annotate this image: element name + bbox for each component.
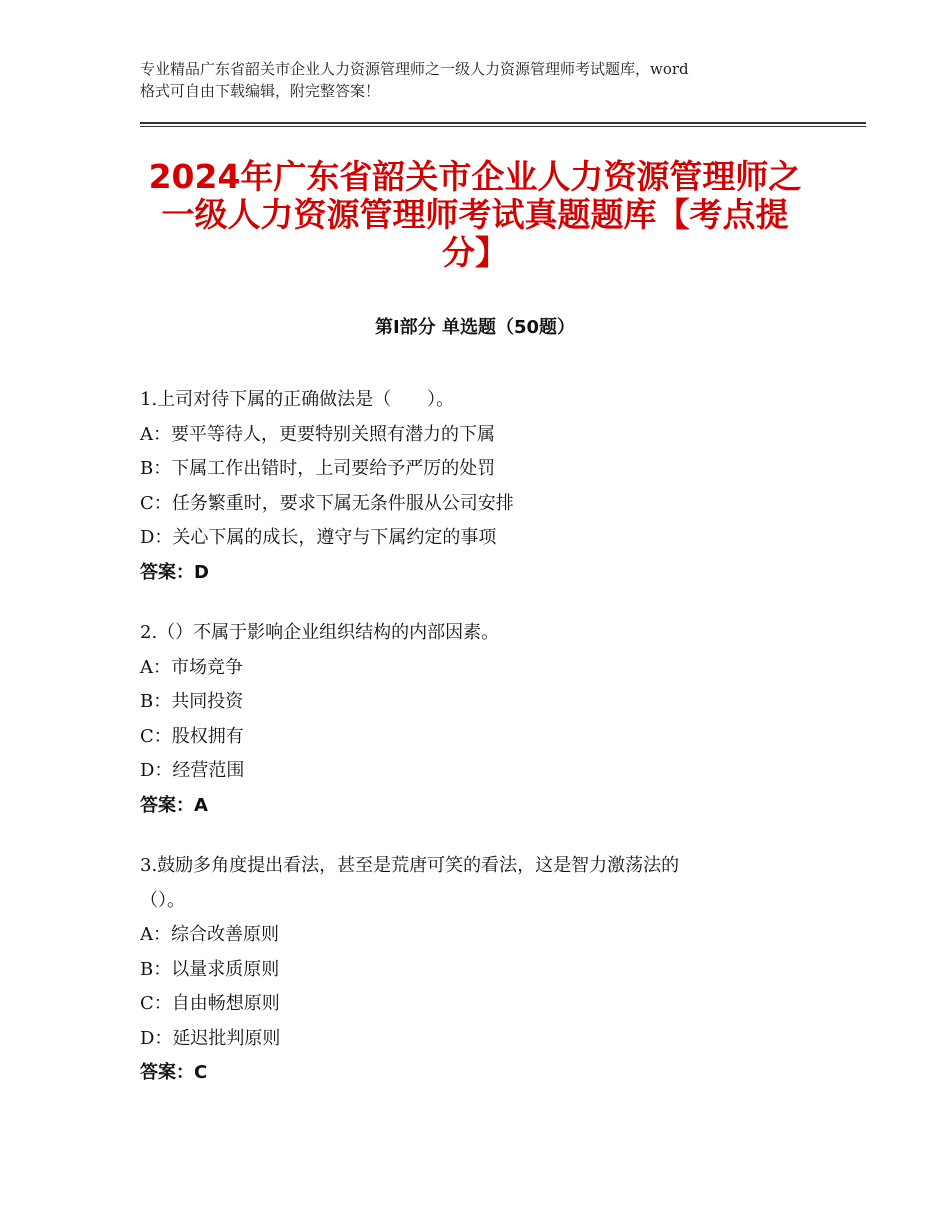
option-a: A：综合改善原则 [140, 924, 279, 945]
question-1 [140, 383, 830, 590]
question-3 [140, 849, 830, 1091]
option-b: B：下属工作出错时，上司要给予严厉的处罚 [140, 458, 496, 479]
question-stem: 1.上司对待下属的正确做法是（ ）。 [140, 389, 455, 410]
section-heading: 第Ⅰ部分 单选题（50题） [374, 317, 575, 338]
option-b: B：共同投资 [140, 691, 244, 712]
question-stem: 3.鼓励多角度提出看法，甚至是荒唐可笑的看法，这是智力激荡法的 [140, 855, 680, 876]
document-title [135, 158, 815, 272]
question-stem-continuation: （）。 [140, 889, 185, 911]
header-note-line-1: 专业精品广东省韶关市企业人力资源管理师之一级人力资源管理师考试题库，word [140, 60, 689, 78]
title-line-2: 一级人力资源管理师考试真题题库【考点提 [161, 195, 789, 234]
option-d: D：关心下属的成长，遵守与下属约定的事项 [140, 527, 497, 548]
option-d: D：延迟批判原则 [140, 1027, 281, 1049]
header-divider-thin [140, 126, 866, 127]
option-a: A：市场竞争 [140, 656, 243, 678]
title-line-1: 2024年广东省韶关市企业人力资源管理师之 [148, 157, 802, 196]
option-d: D：经营范围 [140, 760, 245, 781]
question-2 [140, 616, 830, 823]
option-b: B：以量求质原则 [140, 958, 280, 980]
option-c: C：自由畅想原则 [140, 993, 280, 1014]
answer: 答案：C [140, 1062, 208, 1083]
option-c: C：股权拥有 [140, 725, 244, 747]
question-stem: 2.（）不属于影响企业组织结构的内部因素。 [140, 622, 500, 643]
option-a: A：要平等待人，更要特别关照有潜力的下属 [140, 423, 495, 445]
answer: 答案：A [140, 794, 208, 816]
title-line-3: 分】 [442, 233, 508, 272]
header-note [140, 58, 830, 102]
header-divider-thick [140, 122, 866, 124]
option-c: C：任务繁重时，要求下属无条件服从公司安排 [140, 492, 514, 514]
header-note-line-2: 格式可自由下载编辑，附完整答案！ [140, 82, 381, 100]
question-list [140, 383, 830, 1117]
answer: 答案：D [140, 561, 209, 583]
